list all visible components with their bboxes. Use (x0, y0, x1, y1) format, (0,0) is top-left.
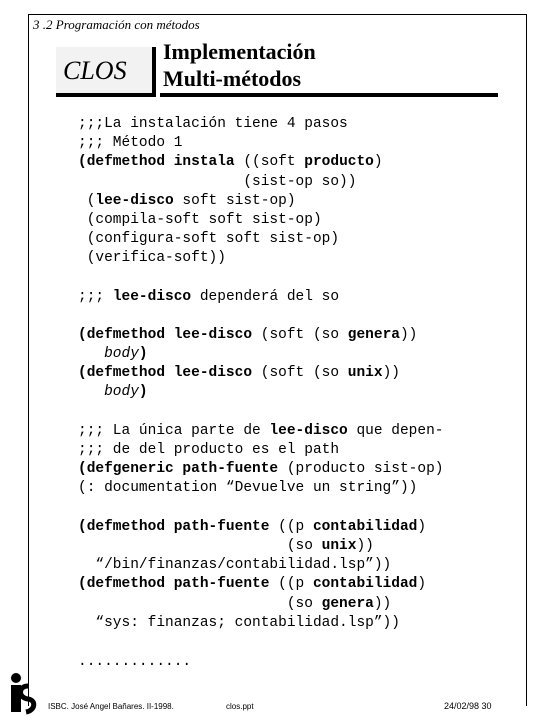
code-line: “sys: finanzas; contabilidad.lsp”)) (78, 615, 400, 631)
code-line: (so unix)) (78, 538, 374, 554)
code-line: (defmethod instala ((soft producto) (78, 154, 383, 170)
code-line: body) (104, 384, 148, 400)
code-line: (defmethod path-fuente ((p contabilidad) (78, 519, 427, 535)
isbc-logo-icon (6, 672, 42, 716)
section-label: 3 .2 Programación con métodos (33, 17, 200, 32)
code-line: ;;; La única parte de lee-disco que depen- (78, 423, 444, 439)
code-line: (compila-soft soft sist-op) (78, 212, 322, 228)
code-line: ;;; Método 1 (78, 135, 183, 151)
code-line: (lee-disco soft sist-op) (78, 193, 296, 209)
code-line: (verifica-soft)) (78, 250, 226, 266)
code-line: ;;; de del producto es el path (78, 442, 340, 458)
slide-title (163, 38, 316, 92)
slide-title-line-2: Multi-métodos (163, 66, 302, 91)
footer-date: 24/02/98 30 (444, 701, 492, 711)
code-line: (so genera)) (78, 596, 392, 612)
title-underline (160, 93, 498, 97)
code-line: (sist-op so)) (78, 174, 357, 190)
code-line: (defmethod lee-disco (soft (so unix)) (78, 365, 400, 381)
code-line: ;;;La instalación tiene 4 pasos (78, 116, 348, 132)
footer-author: ISBC. José Angel Bañares. II-1998. (48, 702, 174, 711)
footer-file: clos.ppt (226, 702, 254, 711)
clos-badge-text: CLOS (63, 56, 127, 85)
code-line: (defmethod path-fuente ((p contabilidad) (78, 576, 427, 592)
code-line: (: documentation “Devuelve un string”)) (78, 480, 418, 496)
code-line: (configura-soft soft sist-op) (78, 231, 340, 247)
code-line: (defgeneric path-fuente (producto sist-op) (78, 461, 444, 477)
code-line: (defmethod lee-disco (soft (so genera)) (78, 327, 418, 343)
code-line: body) (104, 346, 148, 362)
code-line: ............. (78, 654, 192, 670)
code-line: “/bin/finanzas/contabilidad.lsp”)) (78, 557, 392, 573)
code-line: ;;; lee-disco dependerá del so (78, 289, 340, 305)
slide-title-line-1: Implementación (163, 39, 316, 64)
